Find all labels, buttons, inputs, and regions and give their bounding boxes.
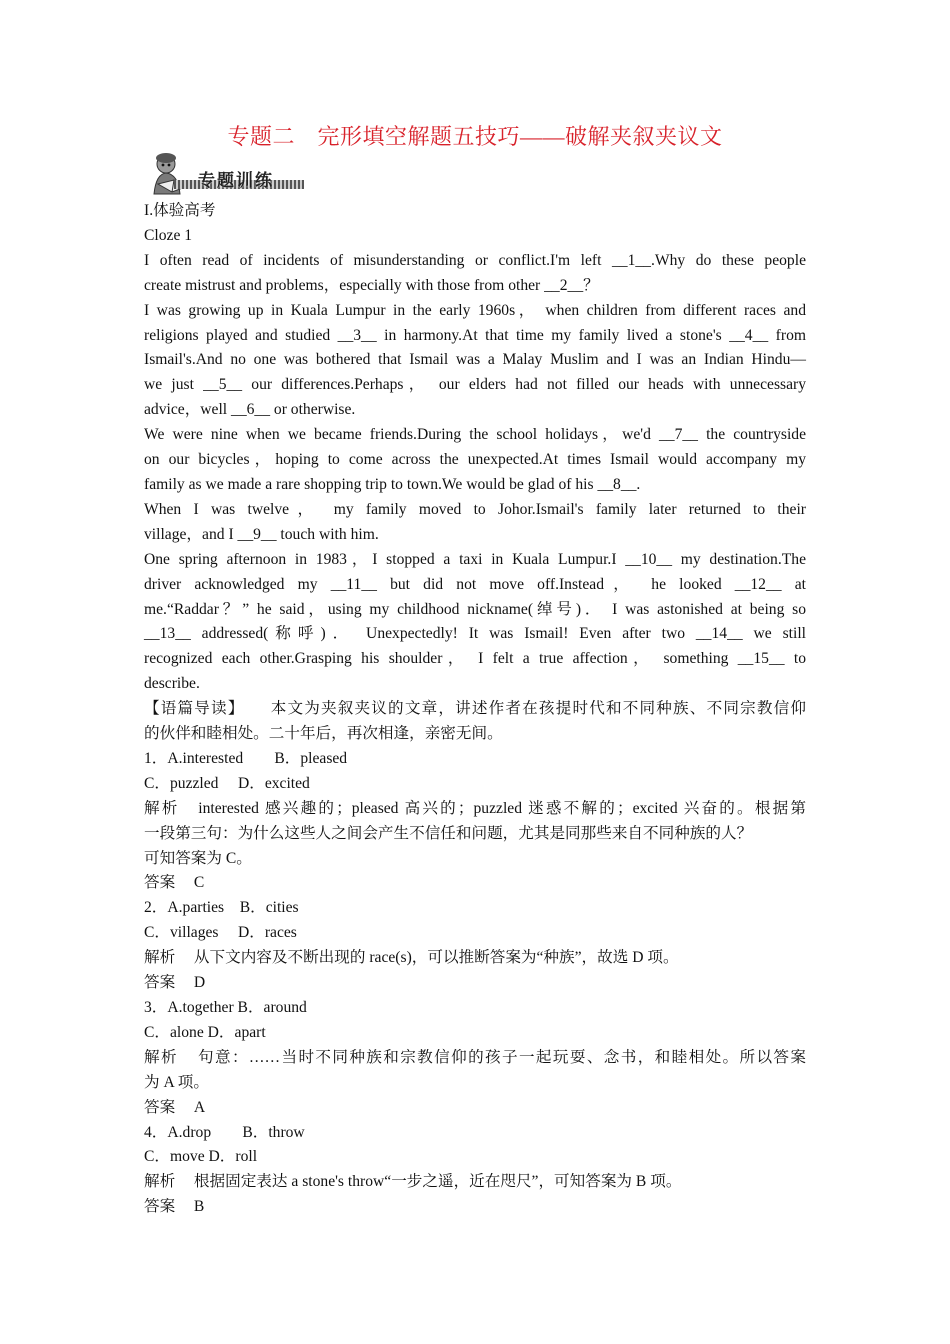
answer-label: 答案 [144,974,176,992]
question-options: 4．A.drop B．throw [144,1123,305,1141]
analysis-line: 可知答案为 C。 [144,849,252,867]
passage-line: When I was twelve， my family moved to Johor.Ismail's family later returned to their [144,500,806,518]
badge-label: 专题训练 [198,171,274,191]
passage-line: recognized each other.Grasping his shoulder， I felt a true affection， something __15__ to [144,650,806,668]
passage-line: One spring afternoon in 1983，I stopped a taxi in Kuala Lumpur.I __10__ my destination.The [144,550,806,568]
reading-student-icon [144,150,196,196]
cloze-heading: Cloze 1 [144,226,193,244]
passage-line: me.“Raddar？” he said，using my childhood nickname(绰号)． I was astonished at being so [144,600,806,618]
analysis-label: 解析 [144,949,176,967]
answer-value: C [193,874,205,892]
passage-line: Ismail's.And no one was bothered that Ismail was a Malay Muslim and I was an Indian Hindu— [144,351,806,369]
passage-line: village，and I __9__ touch with him. [144,525,379,543]
passage-line: advice，well __6__ or otherwise. [144,401,356,419]
question-item [144,747,806,896]
answer-value: D [193,974,206,992]
question-options: C．move D．roll [144,1148,258,1166]
analysis-label: 解析 [144,799,180,817]
answer-value: A [193,1098,206,1116]
analysis-line: 解析 从下文内容及不断出现的 race(s)，可以推断答案为“种族”，故选 D 项。 [144,949,679,967]
document-body [144,199,806,1220]
passage-line: describe. [144,675,200,693]
question-options: C．alone D．apart [144,1023,266,1041]
passage-line: on our bicycles，hoping to come across the unexpected.At times Ismail would accompany my [144,451,806,469]
passage-line: driver acknowledged my __11__ but did not move off.Instead， he looked __12__ at [144,575,806,593]
section-heading: I.体验高考 [144,202,216,219]
answer-line [144,971,806,996]
question-options: 3．A.together B．around [144,999,307,1016]
question-options: 1．A.interested B．pleased [144,749,348,767]
guide-label: 【语篇导读】 [144,700,245,718]
passage-line: __13__ addressed(称呼)． Unexpectedly! It was Ismail! Even after two __14__ we still [144,625,806,643]
passage-line: we just __5__ our differences.Perhaps， our elders had not filled our heads with unnecessary [144,376,806,394]
guide-line: 【语篇导读】 本文为夹叙夹议的文章，讲述作者在孩提时代和不同种族、不同宗教信仰 [144,700,806,718]
answer-label: 答案 [144,1198,176,1216]
answer-line [144,1096,806,1121]
analysis-label: 解析 [144,1173,176,1191]
question-options: C．puzzled D．excited [144,774,310,792]
answer-line [144,871,806,896]
answer-line [144,1195,806,1220]
passage-line: I often read of incidents of misunderstanding or conflict.I'm left __1__.Why do these people [144,251,806,269]
question-item [144,1121,806,1221]
question-item [144,896,806,996]
passage-line: family as we made a rare shopping trip to town.We would be glad of his __8__. [144,475,641,493]
page-title: 专题二 完形填空解题五技巧——破解夹叙夹议文 [227,124,723,149]
passage-line: We were nine when we became friends.During the school holidays，we'd __7__ the countryside [144,426,806,444]
guide-line: 的伙伴和睦相处。二十年后，再次相逢，亲密无间。 [144,725,503,743]
passage-line: religions played and studied __3__ in harmony.At that time my family lived a stone's __4__ from [144,326,806,344]
analysis-line: 解析 句意：……当时不同种族和宗教信仰的孩子一起玩耍、念书，和睦相处。所以答案 [144,1048,806,1066]
analysis-line: 为 A 项。 [144,1073,209,1091]
passage-guide [144,697,806,747]
answer-label: 答案 [144,874,176,892]
analysis-label: 解析 [144,1048,178,1066]
analysis-line: 解析 interested 感兴趣的；pleased 高兴的；puzzled 迷惑不解的；excited 兴奋的。根据第 [144,799,806,817]
analysis-line: 一段第三句：为什么这些人之间会产生不信任和问题，尤其是同那些来自不同种族的人？ [144,824,753,842]
question-options: 2．A.parties B．cities [144,899,299,917]
analysis-line: 解析 根据固定表达 a stone's throw“一步之遥，近在咫尺”，可知答案为 B 项。 [144,1173,682,1191]
question-options: C．villages D．races [144,924,297,942]
answer-label: 答案 [144,1098,176,1116]
question-item [144,996,806,1121]
section-badge [144,150,304,196]
cloze-passage [144,249,806,697]
answer-value: B [193,1198,205,1216]
passage-line: I was growing up in Kuala Lumpur in the early 1960s， when children from different races and [144,301,806,319]
passage-line: create mistrust and problems，especially with those from other __2__？ [144,276,599,294]
